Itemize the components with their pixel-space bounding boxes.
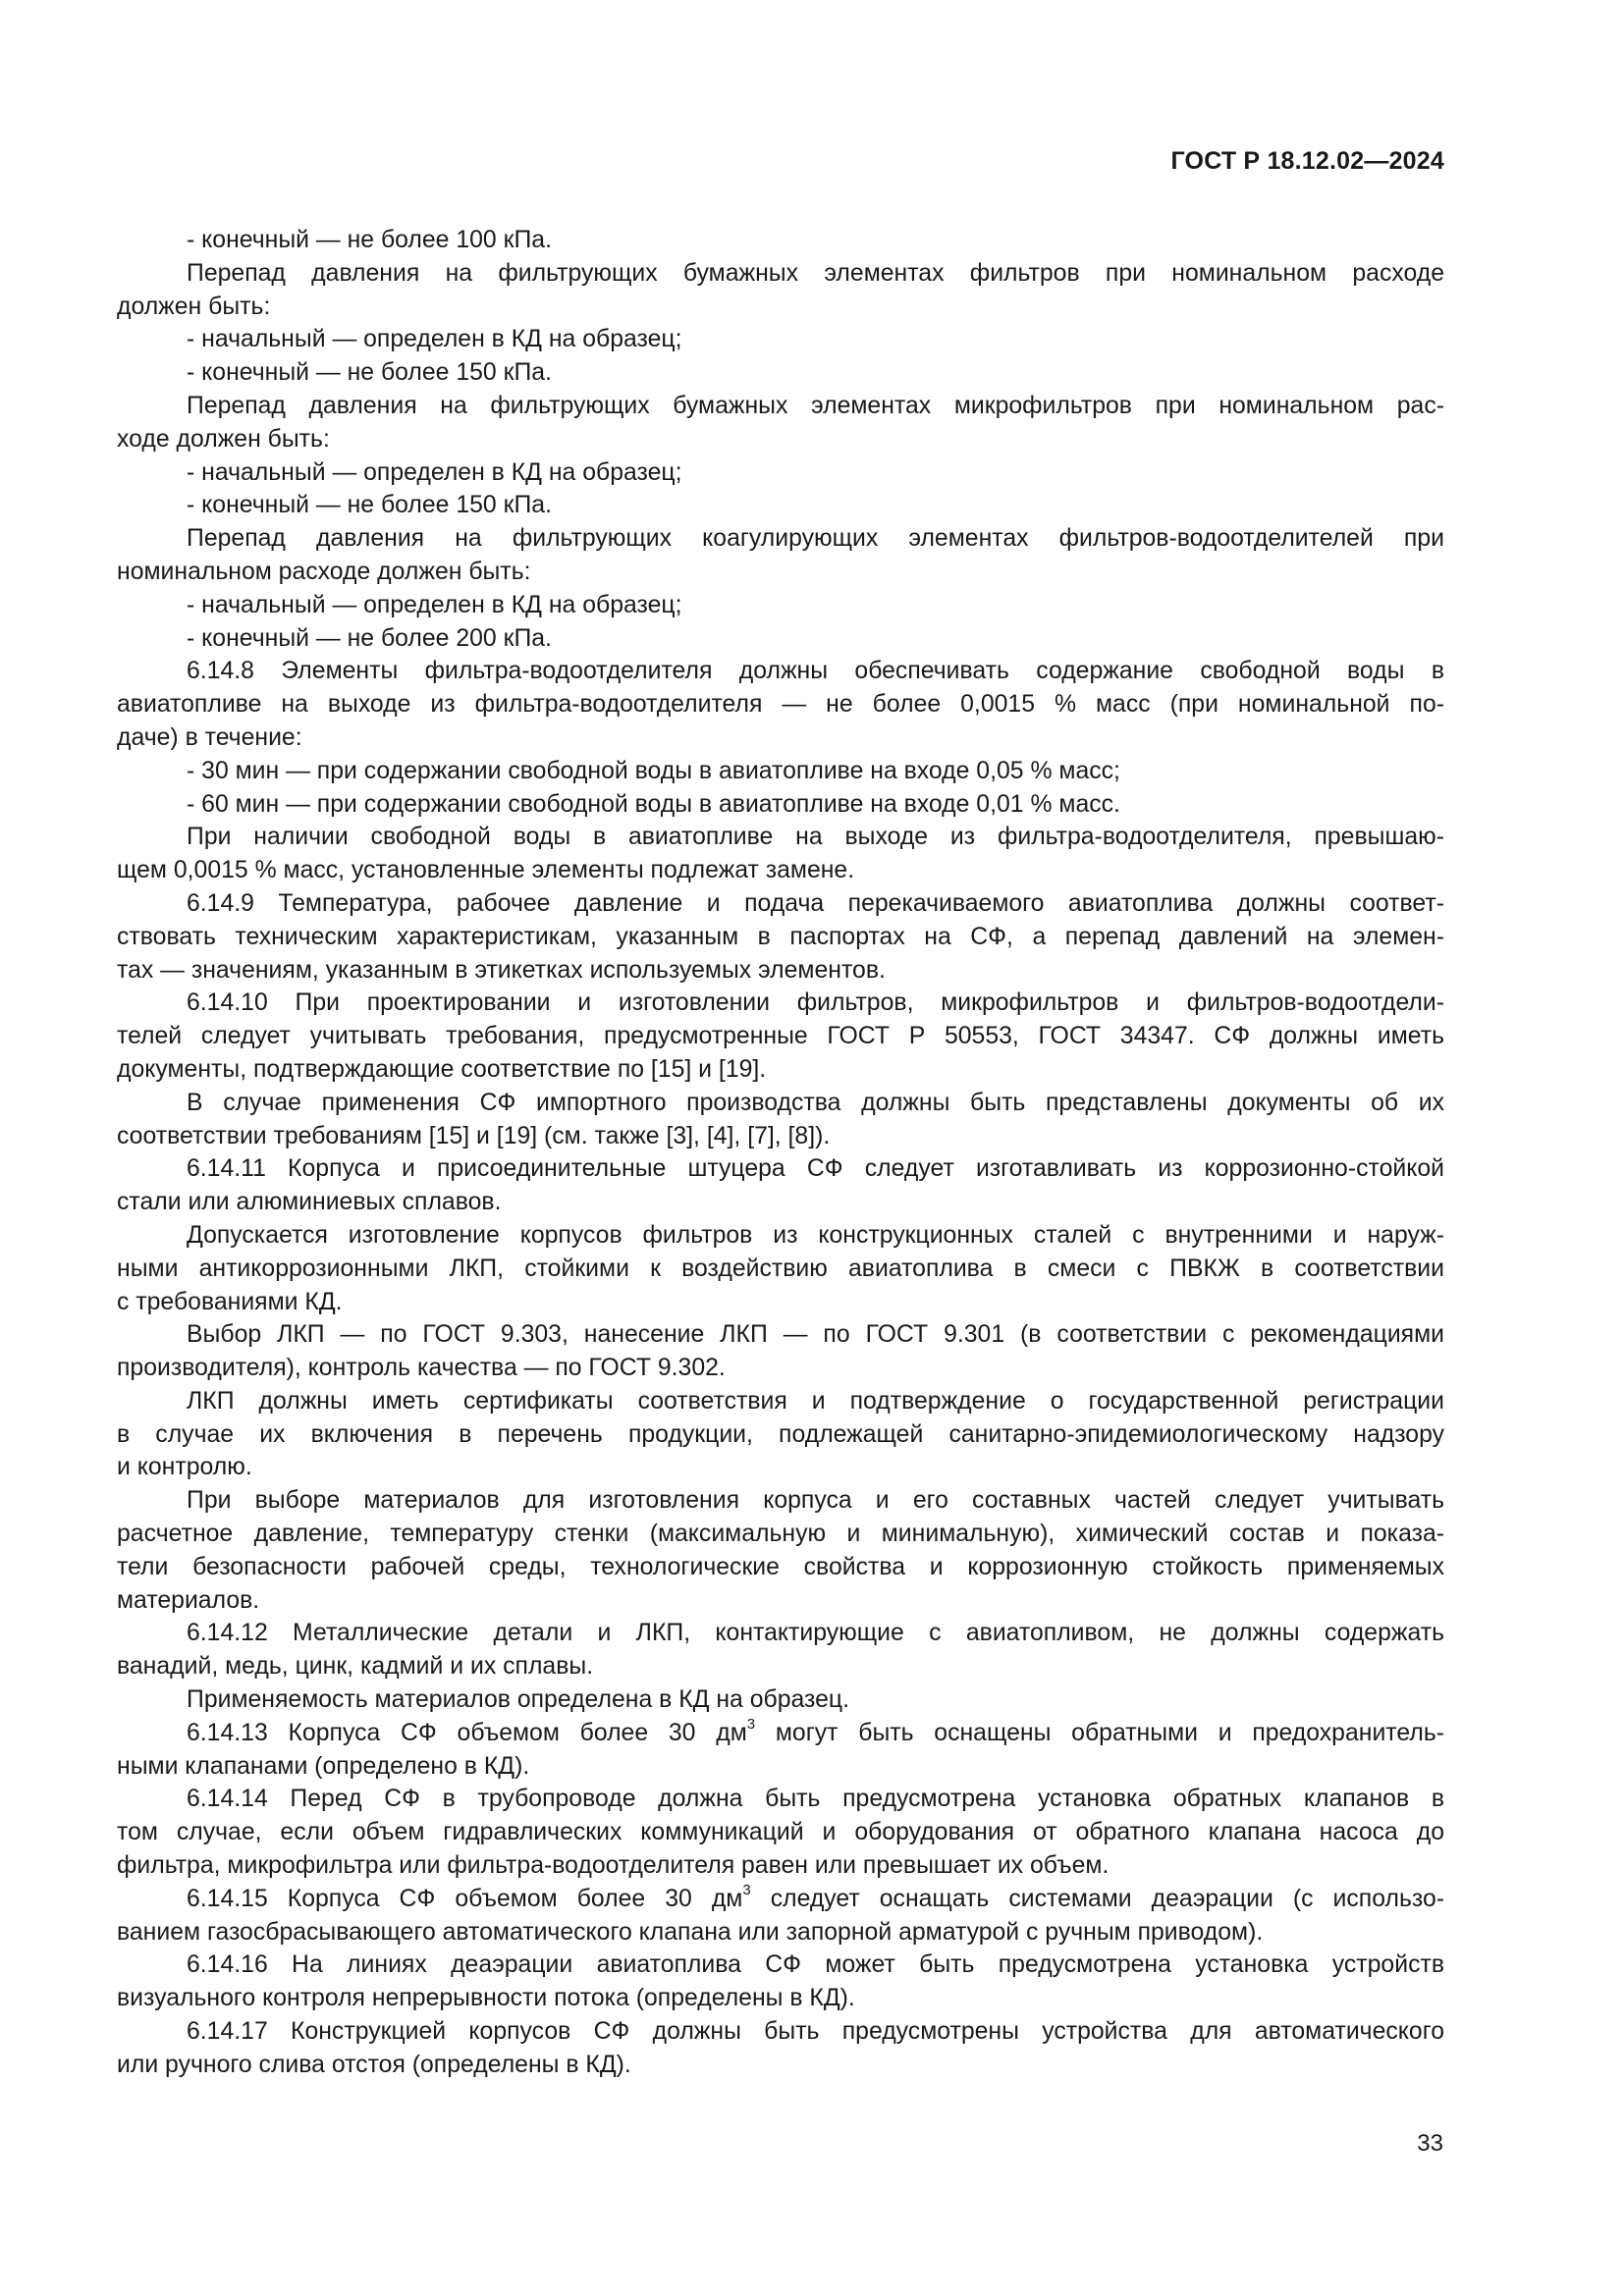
paragraph-line: фильтра, микрофильтра или фильтра-водоотделителя равен или превышает их объем. bbox=[117, 1852, 1110, 1880]
paragraph-line: ными клапанами (определено в КД). bbox=[117, 1752, 530, 1780]
clause-6-14-16: 6.14.16 На линиях деаэрации авиатоплива СФ может быть предусмотрена установка устройств bbox=[187, 1951, 1444, 1979]
paragraph-line: производителя), контроль качества — по ГОСТ 9.302. bbox=[117, 1355, 726, 1382]
paragraph-line: Выбор ЛКП — по ГОСТ 9.303, нанесение ЛКП — по ГОСТ 9.301 (в соответствии с рекомендациями bbox=[187, 1321, 1444, 1349]
clause-6-14-9: 6.14.9 Температура, рабочее давление и подача перекачиваемого авиатоплива должны соответ- bbox=[187, 889, 1444, 917]
superscript: 3 bbox=[746, 1715, 756, 1733]
paragraph-line: номинальном расходе должен быть: bbox=[117, 558, 531, 585]
paragraph-line: тели безопасности рабочей среды, технологические свойства и коррозионную стойкость применяемых bbox=[117, 1553, 1444, 1580]
paragraph-line: в случае их включения в перечень продукции, подлежащей санитарно-эпидемиологическому надзору bbox=[117, 1420, 1444, 1448]
list-item: - конечный — не более 150 кПа. bbox=[187, 359, 552, 387]
text-span: 6.14.15 Корпуса СФ объемом более 30 дм bbox=[187, 1885, 743, 1912]
paragraph-line: При наличии свободной воды в авиатопливе на выходе из фильтра-водоотделителя, превышаю- bbox=[187, 824, 1444, 851]
text-span: 6.14.13 Корпуса СФ объемом более 30 дм bbox=[187, 1719, 747, 1746]
paragraph-line: даче) в течение: bbox=[117, 723, 302, 751]
text-span: могут быть оснащены обратными и предохранитель- bbox=[755, 1719, 1444, 1746]
text-span: следует оснащать системами деаэрации (с использо- bbox=[750, 1885, 1444, 1912]
paragraph-line: и контролю. bbox=[117, 1454, 252, 1481]
clause-6-14-10: 6.14.10 При проектировании и изготовлении фильтров, микрофильтров и фильтров-водоотдели- bbox=[187, 989, 1444, 1017]
paragraph-line: соответствии требованиям [15] и [19] (см. также [3], [4], [7], [8]). bbox=[117, 1122, 831, 1149]
list-item: - начальный — определен в КД на образец; bbox=[187, 591, 682, 618]
clause-6-14-12: 6.14.12 Металлические детали и ЛКП, контактирующие с авиатопливом, не должны содержать bbox=[187, 1620, 1444, 1647]
paragraph-line: авиатопливе на выходе из фильтра-водоотделителя — не более 0,0015 % масс (при номинальной по- bbox=[117, 691, 1444, 719]
document-body bbox=[117, 224, 1444, 2082]
paragraph-line: ЛКП должны иметь сертификаты соответствия и подтверждение о государственной регистрации bbox=[187, 1387, 1444, 1415]
paragraph-line: или ручного слива отстоя (определены в КД). bbox=[117, 2051, 631, 2078]
clause-6-14-17: 6.14.17 Конструкцией корпусов СФ должны быть предусмотрены устройства для автоматического bbox=[187, 2018, 1444, 2046]
clause-6-14-8: 6.14.8 Элементы фильтра-водоотделителя должны обеспечивать содержание свободной воды в bbox=[187, 658, 1444, 685]
paragraph-line: ными антикоррозионными ЛКП, стойкими к воздействию авиатоплива в смеси с ПВКЖ в соответствии bbox=[117, 1255, 1444, 1282]
paragraph-line: материалов. bbox=[117, 1586, 260, 1614]
clause-6-14-15 bbox=[117, 1883, 1444, 1916]
clause-6-14-11: 6.14.11 Корпуса и присоединительные штуцера СФ следует изготавливать из коррозионно-стойкой bbox=[187, 1155, 1444, 1183]
clause-6-14-13 bbox=[117, 1717, 1444, 1750]
list-item: - конечный — не более 100 кПа. bbox=[187, 227, 552, 253]
paragraph-line: ходе должен быть: bbox=[117, 425, 330, 453]
paragraph-line: Перепад давления на фильтрующих коагулирующих элементах фильтров-водоотделителей при bbox=[187, 525, 1444, 553]
paragraph-line: В случае применения СФ импортного производства должны быть представлены документы об их bbox=[187, 1089, 1444, 1116]
paragraph-line: расчетное давление, температуру стенки (максимальную и минимальную), химический состав и показа- bbox=[117, 1521, 1444, 1548]
paragraph-line: Перепад давления на фильтрующих бумажных элементах микрофильтров при номинальном рас- bbox=[187, 392, 1444, 419]
paragraph-line: телей следует учитывать требования, предусмотренные ГОСТ Р 50553, ГОСТ 34347. СФ должны иметь bbox=[117, 1023, 1444, 1050]
list-item: - начальный — определен в КД на образец; bbox=[187, 458, 682, 486]
page-number: 33 bbox=[1417, 2130, 1443, 2157]
paragraph-line: Допускается изготовление корпусов фильтров из конструкционных сталей с внутренними и наруж- bbox=[187, 1221, 1444, 1249]
paragraph-line: Применяемость материалов определена в КД на образец. bbox=[187, 1686, 849, 1714]
list-item: - начальный — определен в КД на образец; bbox=[187, 326, 682, 353]
paragraph-line: тах — значениям, указанным в этикетках используемых элементов. bbox=[117, 956, 886, 984]
list-item: - 30 мин — при содержании свободной воды в авиатопливе на входе 0,05 % масс; bbox=[187, 757, 1120, 784]
paragraph-line: с требованиями КД. bbox=[117, 1288, 343, 1315]
paragraph-line: том случае, если объем гидравлических коммуникаций и оборудования от обратного клапана насоса до bbox=[117, 1819, 1444, 1846]
paragraph-line: ванадий, медь, цинк, кадмий и их сплавы. bbox=[117, 1653, 594, 1681]
clause-6-14-14: 6.14.14 Перед СФ в трубопроводе должна быть предусмотрена установка обратных клапанов в bbox=[187, 1786, 1444, 1813]
paragraph-line: При выборе материалов для изготовления корпуса и его составных частей следует учитывать bbox=[187, 1487, 1444, 1515]
document-code-header: ГОСТ Р 18.12.02—2024 bbox=[1170, 147, 1444, 175]
paragraph-line: ванием газосбрасывающего автоматического клапана или запорной арматурой с ручным приводом). bbox=[117, 1918, 1264, 1946]
paragraph-line: Перепад давления на фильтрующих бумажных элементах фильтров при номинальном расходе bbox=[187, 259, 1444, 287]
list-item: - 60 мин — при содержании свободной воды в авиатопливе на входе 0,01 % масс. bbox=[187, 790, 1120, 818]
paragraph-line: документы, подтверждающие соответствие по [15] и [19]. bbox=[117, 1055, 767, 1083]
paragraph-line: ствовать техническим характеристикам, указанным в паспортах на СФ, а перепад давлений на элемен- bbox=[117, 923, 1444, 950]
paragraph-line: должен быть: bbox=[117, 293, 271, 320]
paragraph-line: щем 0,0015 % масс, установленные элементы подлежат замене. bbox=[117, 857, 855, 884]
superscript: 3 bbox=[742, 1881, 751, 1898]
paragraph-line: стали или алюминиевых сплавов. bbox=[117, 1189, 502, 1216]
list-item: - конечный — не более 200 кПа. bbox=[187, 624, 552, 652]
paragraph-line: визуального контроля непрерывности потока (определены в КД). bbox=[117, 1985, 855, 2012]
list-item: - конечный — не более 150 кПа. bbox=[187, 492, 552, 519]
